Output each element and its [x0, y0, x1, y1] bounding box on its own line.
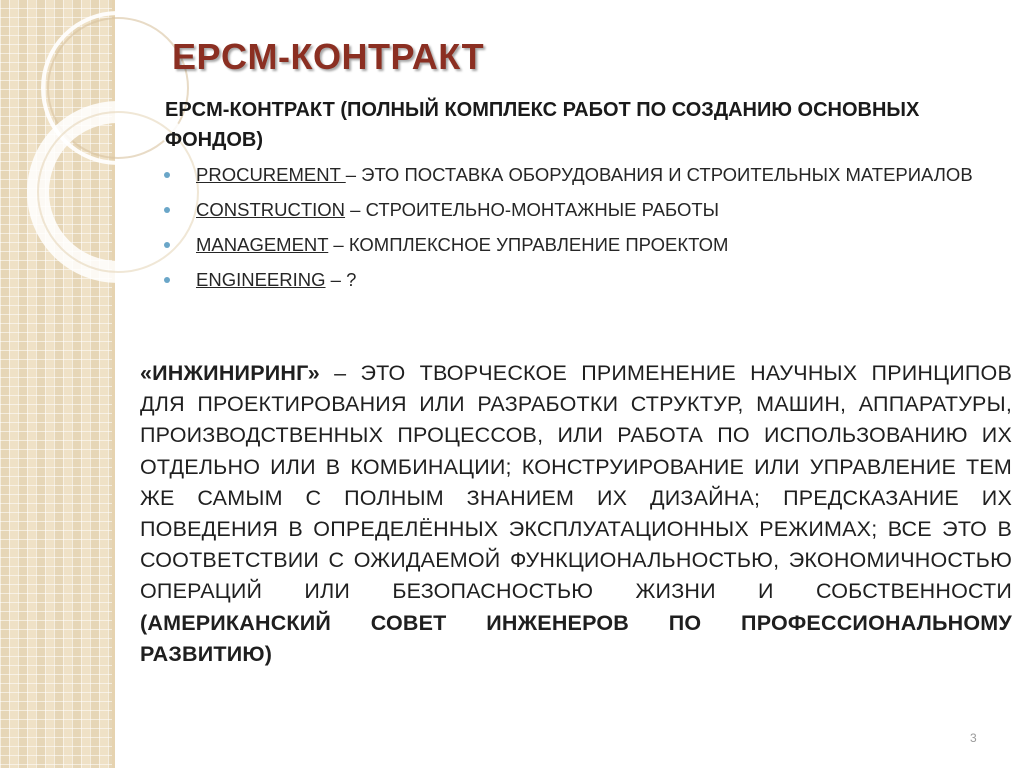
slide-title: EPCM-КОНТРАКТ	[172, 36, 485, 77]
definition-body: – ЭТО ТВОРЧЕСКОЕ ПРИМЕНЕНИЕ НАУЧНЫХ ПРИНЦИПОВ ДЛЯ ПРОЕКТИРОВАНИЯ ИЛИ РАЗРАБОТКИ СТРУКТУР, МАШИН, АППАРАТУРЫ, ПРОИЗВОДСТВЕННЫХ ПРОЦЕССОВ, ИЛИ РАБОТА ПО ИСПОЛЬЗОВАНИЮ ИХ ОТДЕЛЬНО ИЛИ В КОМБИНАЦИИ; КОНСТРУИРОВАНИЕ ИЛИ УПРАВЛЕНИЕ ТЕМ ЖЕ САМЫМ С ПОЛНЫМ ЗНАНИЕМ ИХ ДИЗАЙНА; ПРЕДСКАЗАНИЕ ИХ ПОВЕДЕНИЯ В ОПРЕДЕЛЁННЫХ ЭКСПЛУАТАЦИОННЫХ РЕЖИМАХ; ВСЕ ЭТО В СООТВЕТСТВИИ С ОЖИДАЕМОЙ ФУНКЦИОНАЛЬНОСТЬЮ, ЭКОНОМИЧНОСТЬЮ ОПЕРАЦИЙ ИЛИ БЕЗОПАСНОСТЬЮ ЖИЗНИ И СОБСТВЕННОСТИ	[140, 361, 1012, 604]
bullet-text: – ?	[325, 269, 357, 290]
bullet-dot-icon	[164, 207, 170, 213]
bullet-term: MANAGEMENT	[196, 234, 329, 255]
bullet-dot-icon	[164, 242, 170, 248]
bullet-item-management	[162, 232, 992, 258]
bullet-text: – СТРОИТЕЛЬНО-МОНТАЖНЫЕ РАБОТЫ	[345, 199, 720, 220]
definition-source: (АМЕРИКАНСКИЙ СОВЕТ ИНЖЕНЕРОВ ПО ПРОФЕССИОНАЛЬНОМУ РАЗВИТИЮ)	[140, 610, 1012, 666]
page-number: 3	[970, 731, 977, 745]
bullet-term: PROCUREMENT	[196, 164, 346, 185]
bullet-term: CONSTRUCTION	[196, 199, 346, 220]
bullet-term: ENGINEERING	[196, 269, 326, 290]
definition-term: «ИНЖИНИРИНГ»	[140, 361, 320, 385]
engineering-definition	[140, 358, 1012, 670]
bullet-text: – КОМПЛЕКСНОЕ УПРАВЛЕНИЕ ПРОЕКТОМ	[328, 234, 729, 255]
bullet-list	[162, 162, 992, 302]
bullet-text: – ЭТО ПОСТАВКА ОБОРУДОВАНИЯ И СТРОИТЕЛЬНЫХ МАТЕРИАЛОВ	[345, 164, 973, 185]
bullet-item-construction	[162, 197, 992, 223]
bullet-item-engineering	[162, 267, 992, 293]
bullet-dot-icon	[164, 277, 170, 283]
slide-subtitle: EPCM-КОНТРАКТ (ПОЛНЫЙ КОМПЛЕКС РАБОТ ПО СОЗДАНИЮ ОСНОВНЫХ ФОНДОВ)	[165, 99, 920, 151]
bullet-item-procurement	[162, 162, 992, 188]
bullet-dot-icon	[164, 172, 170, 178]
